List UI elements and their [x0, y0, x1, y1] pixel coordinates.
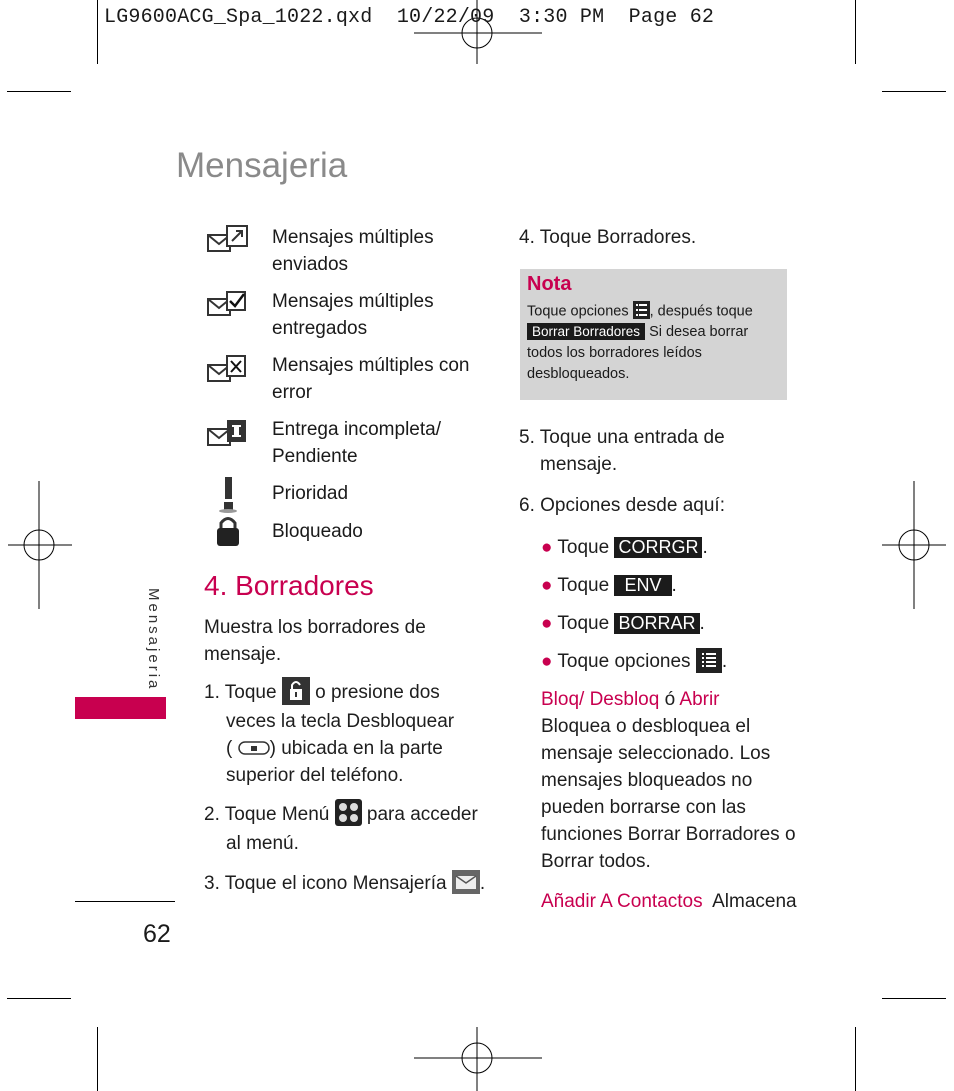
note-title: Nota — [527, 273, 572, 295]
multi-msg-sent-icon — [206, 224, 250, 258]
option-env: ● Toque ENV . — [541, 575, 677, 596]
crop-mark — [855, 1027, 856, 1091]
options-icon — [696, 648, 722, 675]
borrar-softkey: BORRAR — [614, 613, 699, 634]
multi-msg-error-icon — [206, 354, 250, 388]
crop-mark — [7, 998, 71, 999]
crop-mark — [7, 91, 71, 92]
add-contacts-option: Añadir A Contactos Almacena — [541, 891, 797, 912]
step-3: 3. Toque el icono Mensajería . — [204, 868, 504, 899]
page-title: Mensajeria — [176, 146, 348, 185]
menu-icon — [335, 799, 362, 830]
borrar-borradores-softkey: Borrar Borradores — [527, 323, 645, 340]
page-number: 62 — [143, 920, 171, 948]
priority-icon — [206, 476, 250, 510]
registration-mark — [882, 481, 954, 609]
intro-text: Muestra los borradores de mensaje. — [204, 617, 426, 665]
unlock-icon — [282, 677, 310, 709]
icon-label: Mensajes múltiples enviados — [272, 227, 434, 275]
icon-label: Prioridad — [272, 483, 349, 504]
icon-label: Mensajes múltiples entregados — [272, 291, 434, 339]
step-1: 1. Toque o presione dos veces la tecla Desbloquear ( ) ubicada en la parte superior del teléfono. — [204, 677, 484, 789]
option-opciones: ● Toque opciones . — [541, 648, 727, 675]
step-6: 6. Opciones desde aquí: — [519, 495, 725, 516]
lock-option: Bloq/ Desbloq ó Abrir Bloquea o desbloquea el mensaje seleccionado. Los mensajes bloqueados no pueden borrarse con las funciones Borrar Borradores o Borrar todos. — [541, 689, 796, 872]
icon-label: Mensajes múltiples con error — [272, 355, 470, 403]
step-4: 4. Toque Borradores. — [519, 227, 697, 248]
crop-mark — [97, 1027, 98, 1091]
registration-mark — [414, 1027, 542, 1091]
side-tab-bar — [75, 697, 166, 719]
section-heading: 4. Borradores — [204, 570, 374, 601]
env-softkey: ENV — [614, 575, 671, 596]
icon-label: Bloqueado — [272, 521, 363, 542]
crop-mark — [855, 0, 856, 64]
step-5: 5. Toque una entrada de mensaje. — [519, 427, 725, 475]
registration-mark — [0, 481, 72, 609]
note-text: Toque opciones , después toque Borrar Borradores Si desea borrar todos los borradores leídos desbloqueados. — [527, 301, 783, 385]
corrgr-softkey: CORRGR — [614, 537, 702, 558]
option-corrgr: ● Toque CORRGR . — [541, 537, 708, 558]
note-box — [520, 269, 787, 400]
step-2: 2. Toque Menú para acceder al menú. — [204, 799, 494, 857]
unlock-key-icon — [238, 735, 270, 762]
footer-rule — [75, 901, 175, 902]
messaging-icon — [452, 868, 480, 899]
options-icon — [633, 301, 650, 322]
side-tab-label: Mensajeria — [145, 588, 162, 692]
option-borrar: ● Toque BORRAR . — [541, 613, 705, 634]
crop-mark — [97, 0, 98, 64]
print-header: LG9600ACG_Spa_1022.qxd 10/22/09 3:30 PM Page 62 — [104, 6, 715, 29]
crop-mark — [882, 91, 946, 92]
locked-icon — [206, 513, 250, 547]
multi-msg-delivered-icon — [206, 290, 250, 324]
crop-mark — [882, 998, 946, 999]
icon-label: Entrega incompleta/ Pendiente — [272, 419, 441, 467]
delivery-pending-icon — [206, 418, 250, 452]
